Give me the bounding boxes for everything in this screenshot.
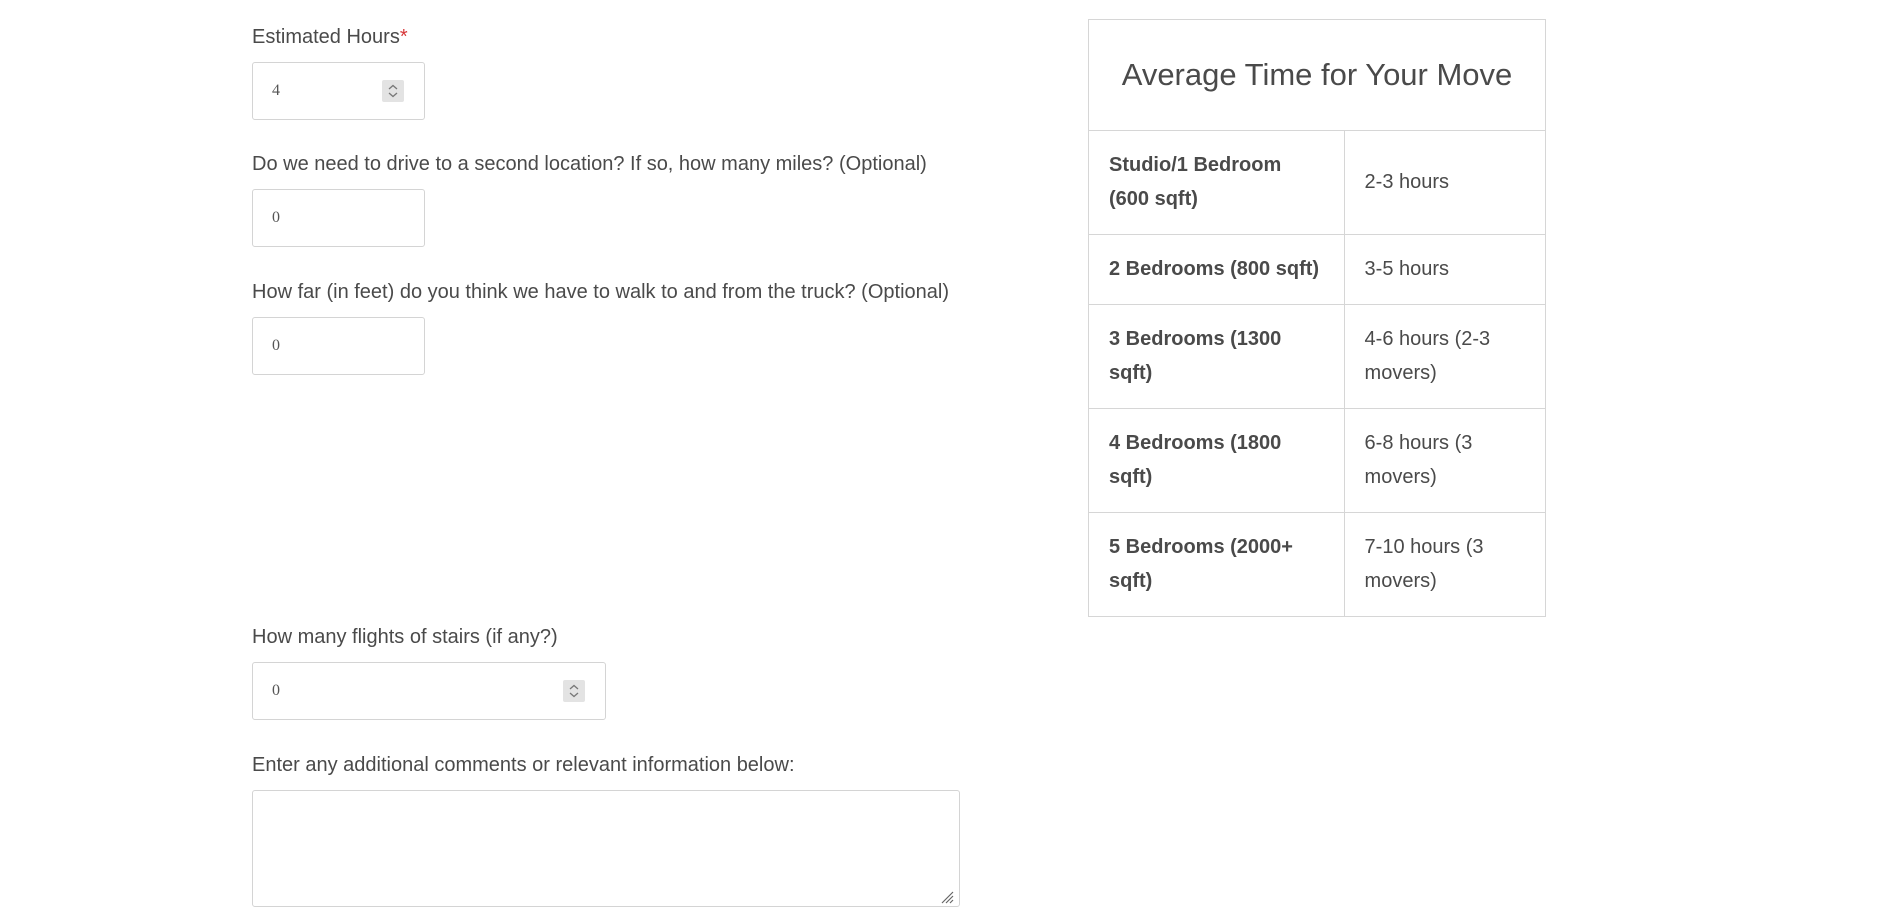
estimated-hours-input[interactable] — [252, 62, 425, 120]
stairs-field — [252, 624, 558, 650]
table-cell-time: 3-5 hours — [1344, 235, 1545, 305]
second-location-label: Do we need to drive to a second location? If so, how many miles? (Optional) — [252, 153, 927, 175]
table-row — [1089, 409, 1546, 513]
table-cell-time: 2-3 hours — [1344, 131, 1545, 235]
second-location-miles-input[interactable] — [252, 189, 425, 247]
table-cell-size: 3 Bedrooms (1300 sqft) — [1089, 305, 1345, 409]
table-title: Average Time for Your Move — [1089, 20, 1546, 131]
table-cell-time: 6-8 hours (3 movers) — [1344, 409, 1545, 513]
estimated-hours-value: 4 — [272, 82, 280, 99]
table-cell-size: 5 Bedrooms (2000+ sqft) — [1089, 513, 1345, 617]
table-cell-size: Studio/1 Bedroom (600 sqft) — [1089, 131, 1345, 235]
table-cell-size: 4 Bedrooms (1800 sqft) — [1089, 409, 1345, 513]
resize-grip-icon[interactable] — [940, 890, 954, 904]
table-cell-time: 7-10 hours (3 movers) — [1344, 513, 1545, 617]
second-location-value: 0 — [272, 209, 280, 226]
comments-label: Enter any additional comments or relevant information below: — [252, 754, 795, 776]
stairs-value: 0 — [272, 682, 280, 699]
table-row — [1089, 131, 1546, 235]
second-location-field — [252, 151, 927, 177]
table-row — [1089, 235, 1546, 305]
walk-distance-field — [252, 279, 949, 305]
spinner-arrows-icon[interactable] — [382, 80, 404, 102]
table-cell-time: 4-6 hours (2-3 movers) — [1344, 305, 1545, 409]
walk-distance-label: How far (in feet) do you think we have to walk to and from the truck? (Optional) — [252, 281, 949, 303]
walk-distance-input[interactable] — [252, 317, 425, 375]
comments-field — [252, 752, 795, 778]
table-row — [1089, 305, 1546, 409]
estimated-hours-label: Estimated Hours* — [252, 26, 408, 48]
average-time-table — [1088, 19, 1546, 617]
comments-textarea[interactable] — [252, 790, 960, 907]
table-row — [1089, 513, 1546, 617]
stairs-input[interactable] — [252, 662, 606, 720]
walk-distance-value: 0 — [272, 337, 280, 354]
stairs-label: How many flights of stairs (if any?) — [252, 626, 558, 648]
required-marker: * — [399, 26, 408, 48]
estimated-hours-field — [252, 24, 408, 50]
table-cell-size: 2 Bedrooms (800 sqft) — [1089, 235, 1345, 305]
spinner-arrows-icon[interactable] — [563, 680, 585, 702]
